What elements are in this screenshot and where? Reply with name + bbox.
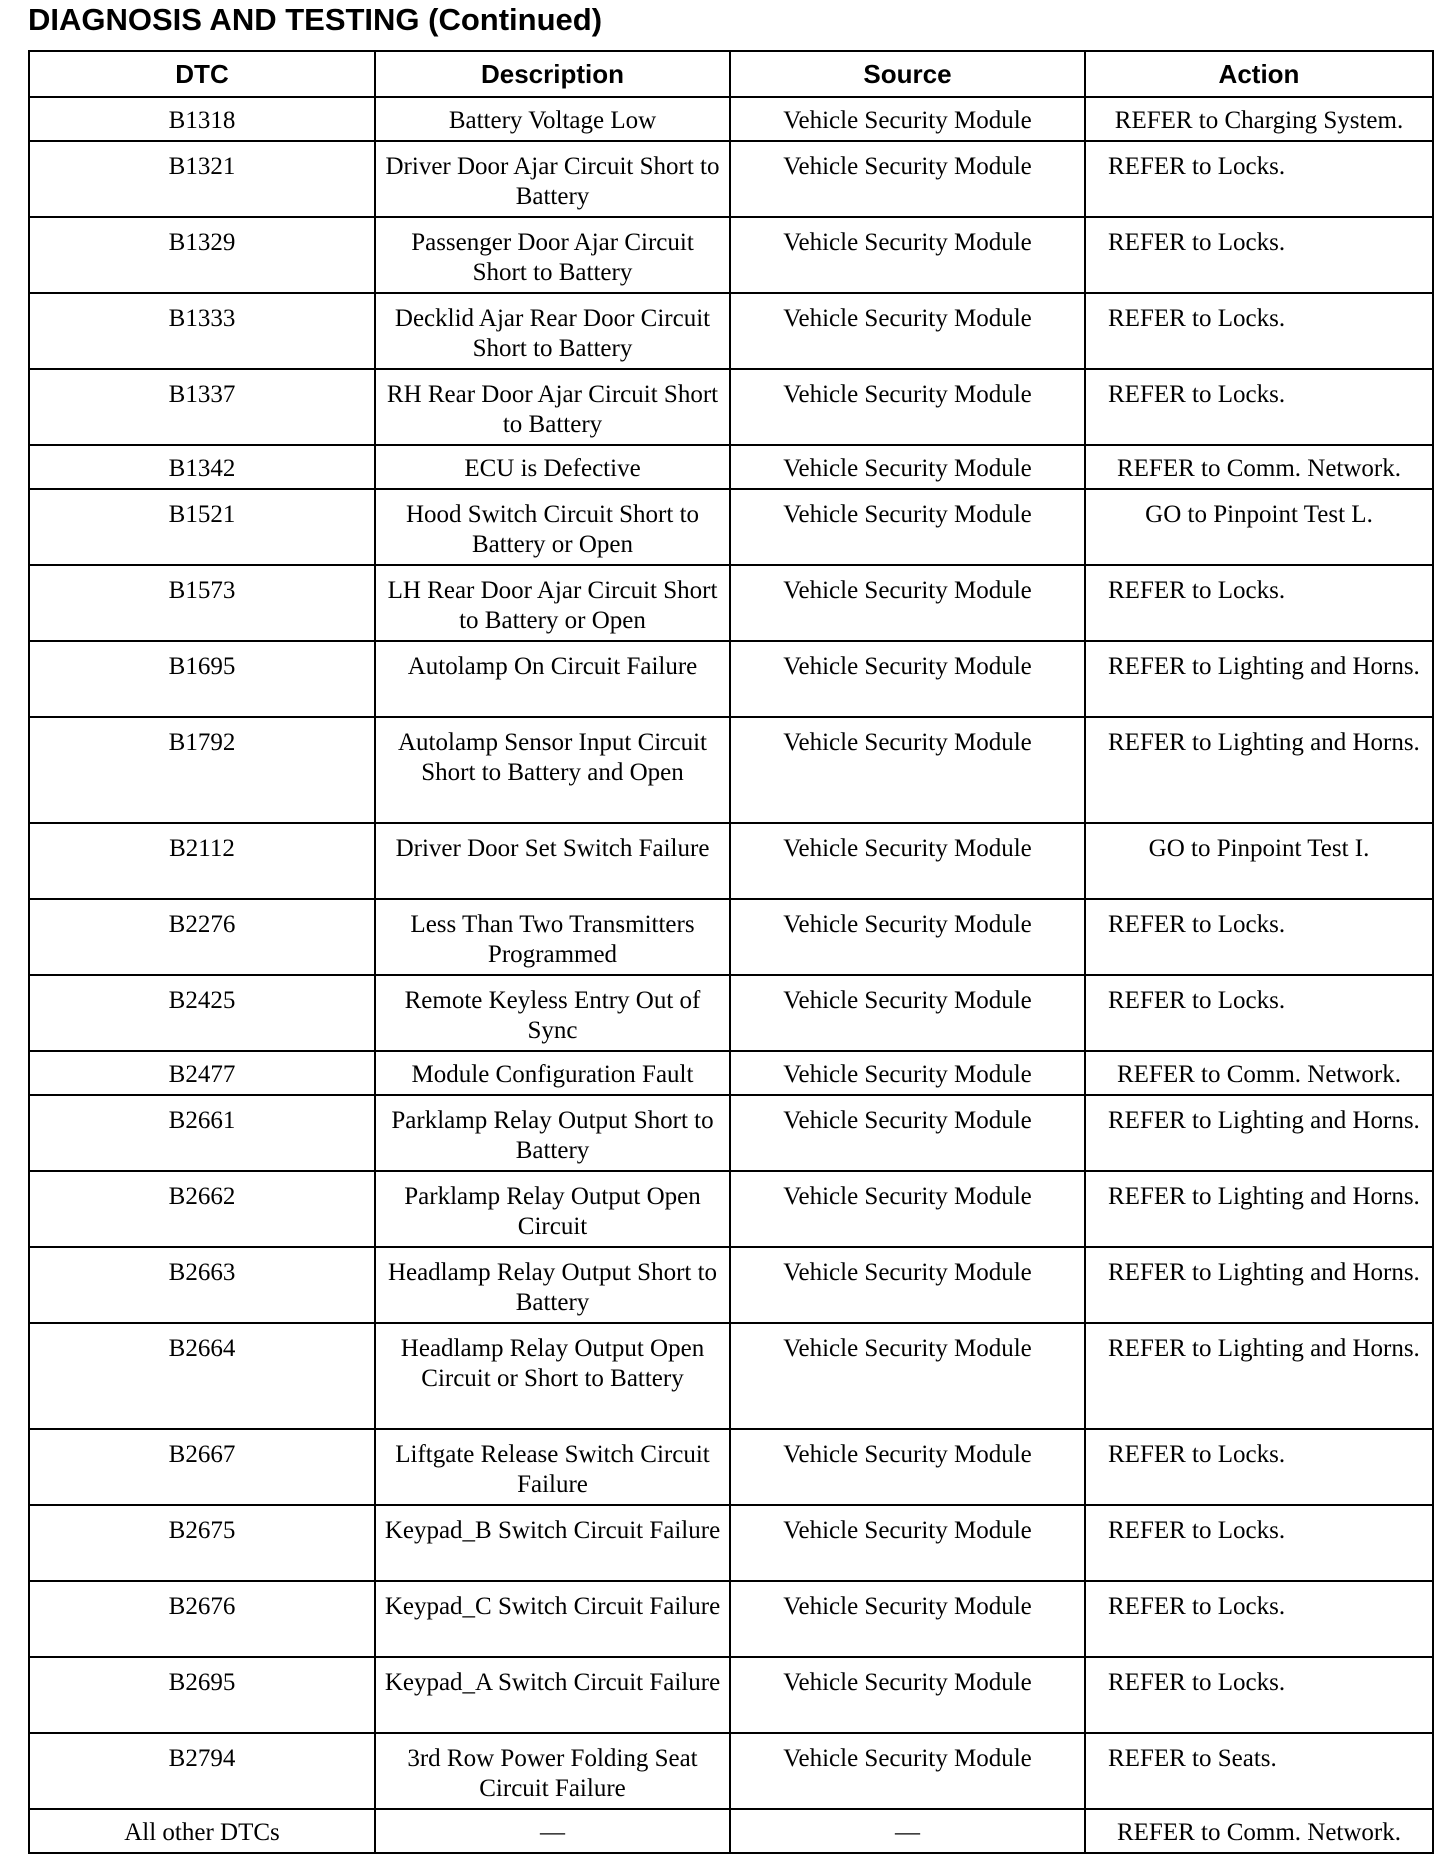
dtc-code: B2667 (29, 1429, 375, 1505)
dtc-code: B1318 (29, 97, 375, 141)
table-row (29, 445, 1433, 489)
dtc-source: Vehicle Security Module (730, 445, 1085, 489)
dtc-source: Vehicle Security Module (730, 217, 1085, 293)
dtc-code: B2664 (29, 1323, 375, 1429)
dtc-description: Keypad_A Switch Circuit Failure (375, 1657, 730, 1733)
dtc-action: REFER to Seats. (1085, 1733, 1433, 1809)
dtc-code: B2477 (29, 1051, 375, 1095)
table-row (29, 293, 1433, 369)
dtc-source: Vehicle Security Module (730, 489, 1085, 565)
dtc-source: Vehicle Security Module (730, 1323, 1085, 1429)
dtc-description: RH Rear Door Ajar Circuit Short to Battery (375, 369, 730, 445)
dtc-action: REFER to Locks. (1085, 1581, 1433, 1657)
column-header-description: Description (375, 51, 730, 97)
dtc-code: B2675 (29, 1505, 375, 1581)
dtc-description: ECU is Defective (375, 445, 730, 489)
dtc-code: B2112 (29, 823, 375, 899)
column-header-action: Action (1085, 51, 1433, 97)
dtc-description: LH Rear Door Ajar Circuit Short to Battery or Open (375, 565, 730, 641)
dtc-description: Battery Voltage Low (375, 97, 730, 141)
table-row (29, 641, 1433, 717)
dtc-description: Autolamp Sensor Input Circuit Short to Battery and Open (375, 717, 730, 823)
dtc-source: Vehicle Security Module (730, 141, 1085, 217)
dtc-action: REFER to Locks. (1085, 1505, 1433, 1581)
dtc-description: Keypad_C Switch Circuit Failure (375, 1581, 730, 1657)
table-row (29, 1323, 1433, 1429)
table-row (29, 1809, 1433, 1853)
dtc-action: REFER to Lighting and Horns. (1085, 1323, 1433, 1429)
dtc-source: Vehicle Security Module (730, 565, 1085, 641)
dtc-action: REFER to Locks. (1085, 565, 1433, 641)
dtc-code: B2276 (29, 899, 375, 975)
table-row (29, 1095, 1433, 1171)
table-row (29, 1171, 1433, 1247)
dtc-source: Vehicle Security Module (730, 293, 1085, 369)
dtc-description: Remote Keyless Entry Out of Sync (375, 975, 730, 1051)
dtc-code: B1521 (29, 489, 375, 565)
dtc-action: REFER to Locks. (1085, 217, 1433, 293)
dtc-code: B1321 (29, 141, 375, 217)
dtc-code: B2695 (29, 1657, 375, 1733)
table-row (29, 823, 1433, 899)
dtc-description: 3rd Row Power Folding Seat Circuit Failure (375, 1733, 730, 1809)
dtc-action: REFER to Locks. (1085, 1429, 1433, 1505)
dtc-action: REFER to Lighting and Horns. (1085, 1171, 1433, 1247)
dtc-description: Liftgate Release Switch Circuit Failure (375, 1429, 730, 1505)
dtc-code: B2425 (29, 975, 375, 1051)
table-row (29, 1247, 1433, 1323)
table-row (29, 1733, 1433, 1809)
dtc-source: Vehicle Security Module (730, 641, 1085, 717)
dtc-action: REFER to Comm. Network. (1085, 1809, 1433, 1853)
dtc-description: — (375, 1809, 730, 1853)
dtc-source: — (730, 1809, 1085, 1853)
dtc-code: B2663 (29, 1247, 375, 1323)
page-title: DIAGNOSIS AND TESTING (Continued) (28, 2, 603, 37)
dtc-description: Decklid Ajar Rear Door Circuit Short to Battery (375, 293, 730, 369)
dtc-description: Autolamp On Circuit Failure (375, 641, 730, 717)
table-row (29, 1051, 1433, 1095)
table-row (29, 1429, 1433, 1505)
dtc-description: Driver Door Ajar Circuit Short to Battery (375, 141, 730, 217)
dtc-code: B2661 (29, 1095, 375, 1171)
table-row (29, 1505, 1433, 1581)
dtc-code: B1695 (29, 641, 375, 717)
dtc-action: REFER to Lighting and Horns. (1085, 717, 1433, 823)
dtc-action: REFER to Locks. (1085, 293, 1433, 369)
dtc-action: REFER to Lighting and Horns. (1085, 1247, 1433, 1323)
dtc-description: Passenger Door Ajar Circuit Short to Battery (375, 217, 730, 293)
dtc-source: Vehicle Security Module (730, 369, 1085, 445)
dtc-table (28, 50, 1434, 1854)
dtc-description: Parklamp Relay Output Open Circuit (375, 1171, 730, 1247)
dtc-action: REFER to Lighting and Horns. (1085, 641, 1433, 717)
dtc-action: REFER to Locks. (1085, 899, 1433, 975)
dtc-description: Less Than Two Transmitters Programmed (375, 899, 730, 975)
table-row (29, 97, 1433, 141)
dtc-source: Vehicle Security Module (730, 1657, 1085, 1733)
dtc-description: Hood Switch Circuit Short to Battery or Open (375, 489, 730, 565)
dtc-code: B2676 (29, 1581, 375, 1657)
column-header-source: Source (730, 51, 1085, 97)
table-row (29, 1581, 1433, 1657)
dtc-source: Vehicle Security Module (730, 1733, 1085, 1809)
dtc-action: REFER to Comm. Network. (1085, 445, 1433, 489)
table-row (29, 141, 1433, 217)
dtc-source: Vehicle Security Module (730, 899, 1085, 975)
dtc-description: Driver Door Set Switch Failure (375, 823, 730, 899)
dtc-source: Vehicle Security Module (730, 717, 1085, 823)
dtc-source: Vehicle Security Module (730, 1247, 1085, 1323)
dtc-action: REFER to Charging System. (1085, 97, 1433, 141)
table-header-row (29, 51, 1433, 97)
dtc-source: Vehicle Security Module (730, 1171, 1085, 1247)
dtc-code: B1342 (29, 445, 375, 489)
dtc-source: Vehicle Security Module (730, 1095, 1085, 1171)
dtc-code: B2794 (29, 1733, 375, 1809)
dtc-source: Vehicle Security Module (730, 1429, 1085, 1505)
dtc-description: Headlamp Relay Output Short to Battery (375, 1247, 730, 1323)
table-row (29, 489, 1433, 565)
table-row (29, 899, 1433, 975)
dtc-description: Parklamp Relay Output Short to Battery (375, 1095, 730, 1171)
dtc-code: All other DTCs (29, 1809, 375, 1853)
dtc-action: REFER to Lighting and Horns. (1085, 1095, 1433, 1171)
dtc-source: Vehicle Security Module (730, 1505, 1085, 1581)
dtc-action: REFER to Comm. Network. (1085, 1051, 1433, 1095)
dtc-action: REFER to Locks. (1085, 141, 1433, 217)
dtc-source: Vehicle Security Module (730, 975, 1085, 1051)
dtc-code: B1337 (29, 369, 375, 445)
dtc-code: B1573 (29, 565, 375, 641)
table-row (29, 975, 1433, 1051)
dtc-code: B1792 (29, 717, 375, 823)
table-row (29, 217, 1433, 293)
dtc-source: Vehicle Security Module (730, 97, 1085, 141)
table-row (29, 369, 1433, 445)
table-row (29, 1657, 1433, 1733)
column-header-dtc: DTC (29, 51, 375, 97)
dtc-action: GO to Pinpoint Test I. (1085, 823, 1433, 899)
dtc-action: GO to Pinpoint Test L. (1085, 489, 1433, 565)
dtc-action: REFER to Locks. (1085, 975, 1433, 1051)
dtc-code: B1333 (29, 293, 375, 369)
table-row (29, 717, 1433, 823)
dtc-code: B2662 (29, 1171, 375, 1247)
table-row (29, 565, 1433, 641)
dtc-description: Keypad_B Switch Circuit Failure (375, 1505, 730, 1581)
dtc-action: REFER to Locks. (1085, 369, 1433, 445)
dtc-action: REFER to Locks. (1085, 1657, 1433, 1733)
dtc-source: Vehicle Security Module (730, 1581, 1085, 1657)
dtc-source: Vehicle Security Module (730, 1051, 1085, 1095)
dtc-description: Headlamp Relay Output Open Circuit or Short to Battery (375, 1323, 730, 1429)
dtc-source: Vehicle Security Module (730, 823, 1085, 899)
dtc-code: B1329 (29, 217, 375, 293)
dtc-description: Module Configuration Fault (375, 1051, 730, 1095)
